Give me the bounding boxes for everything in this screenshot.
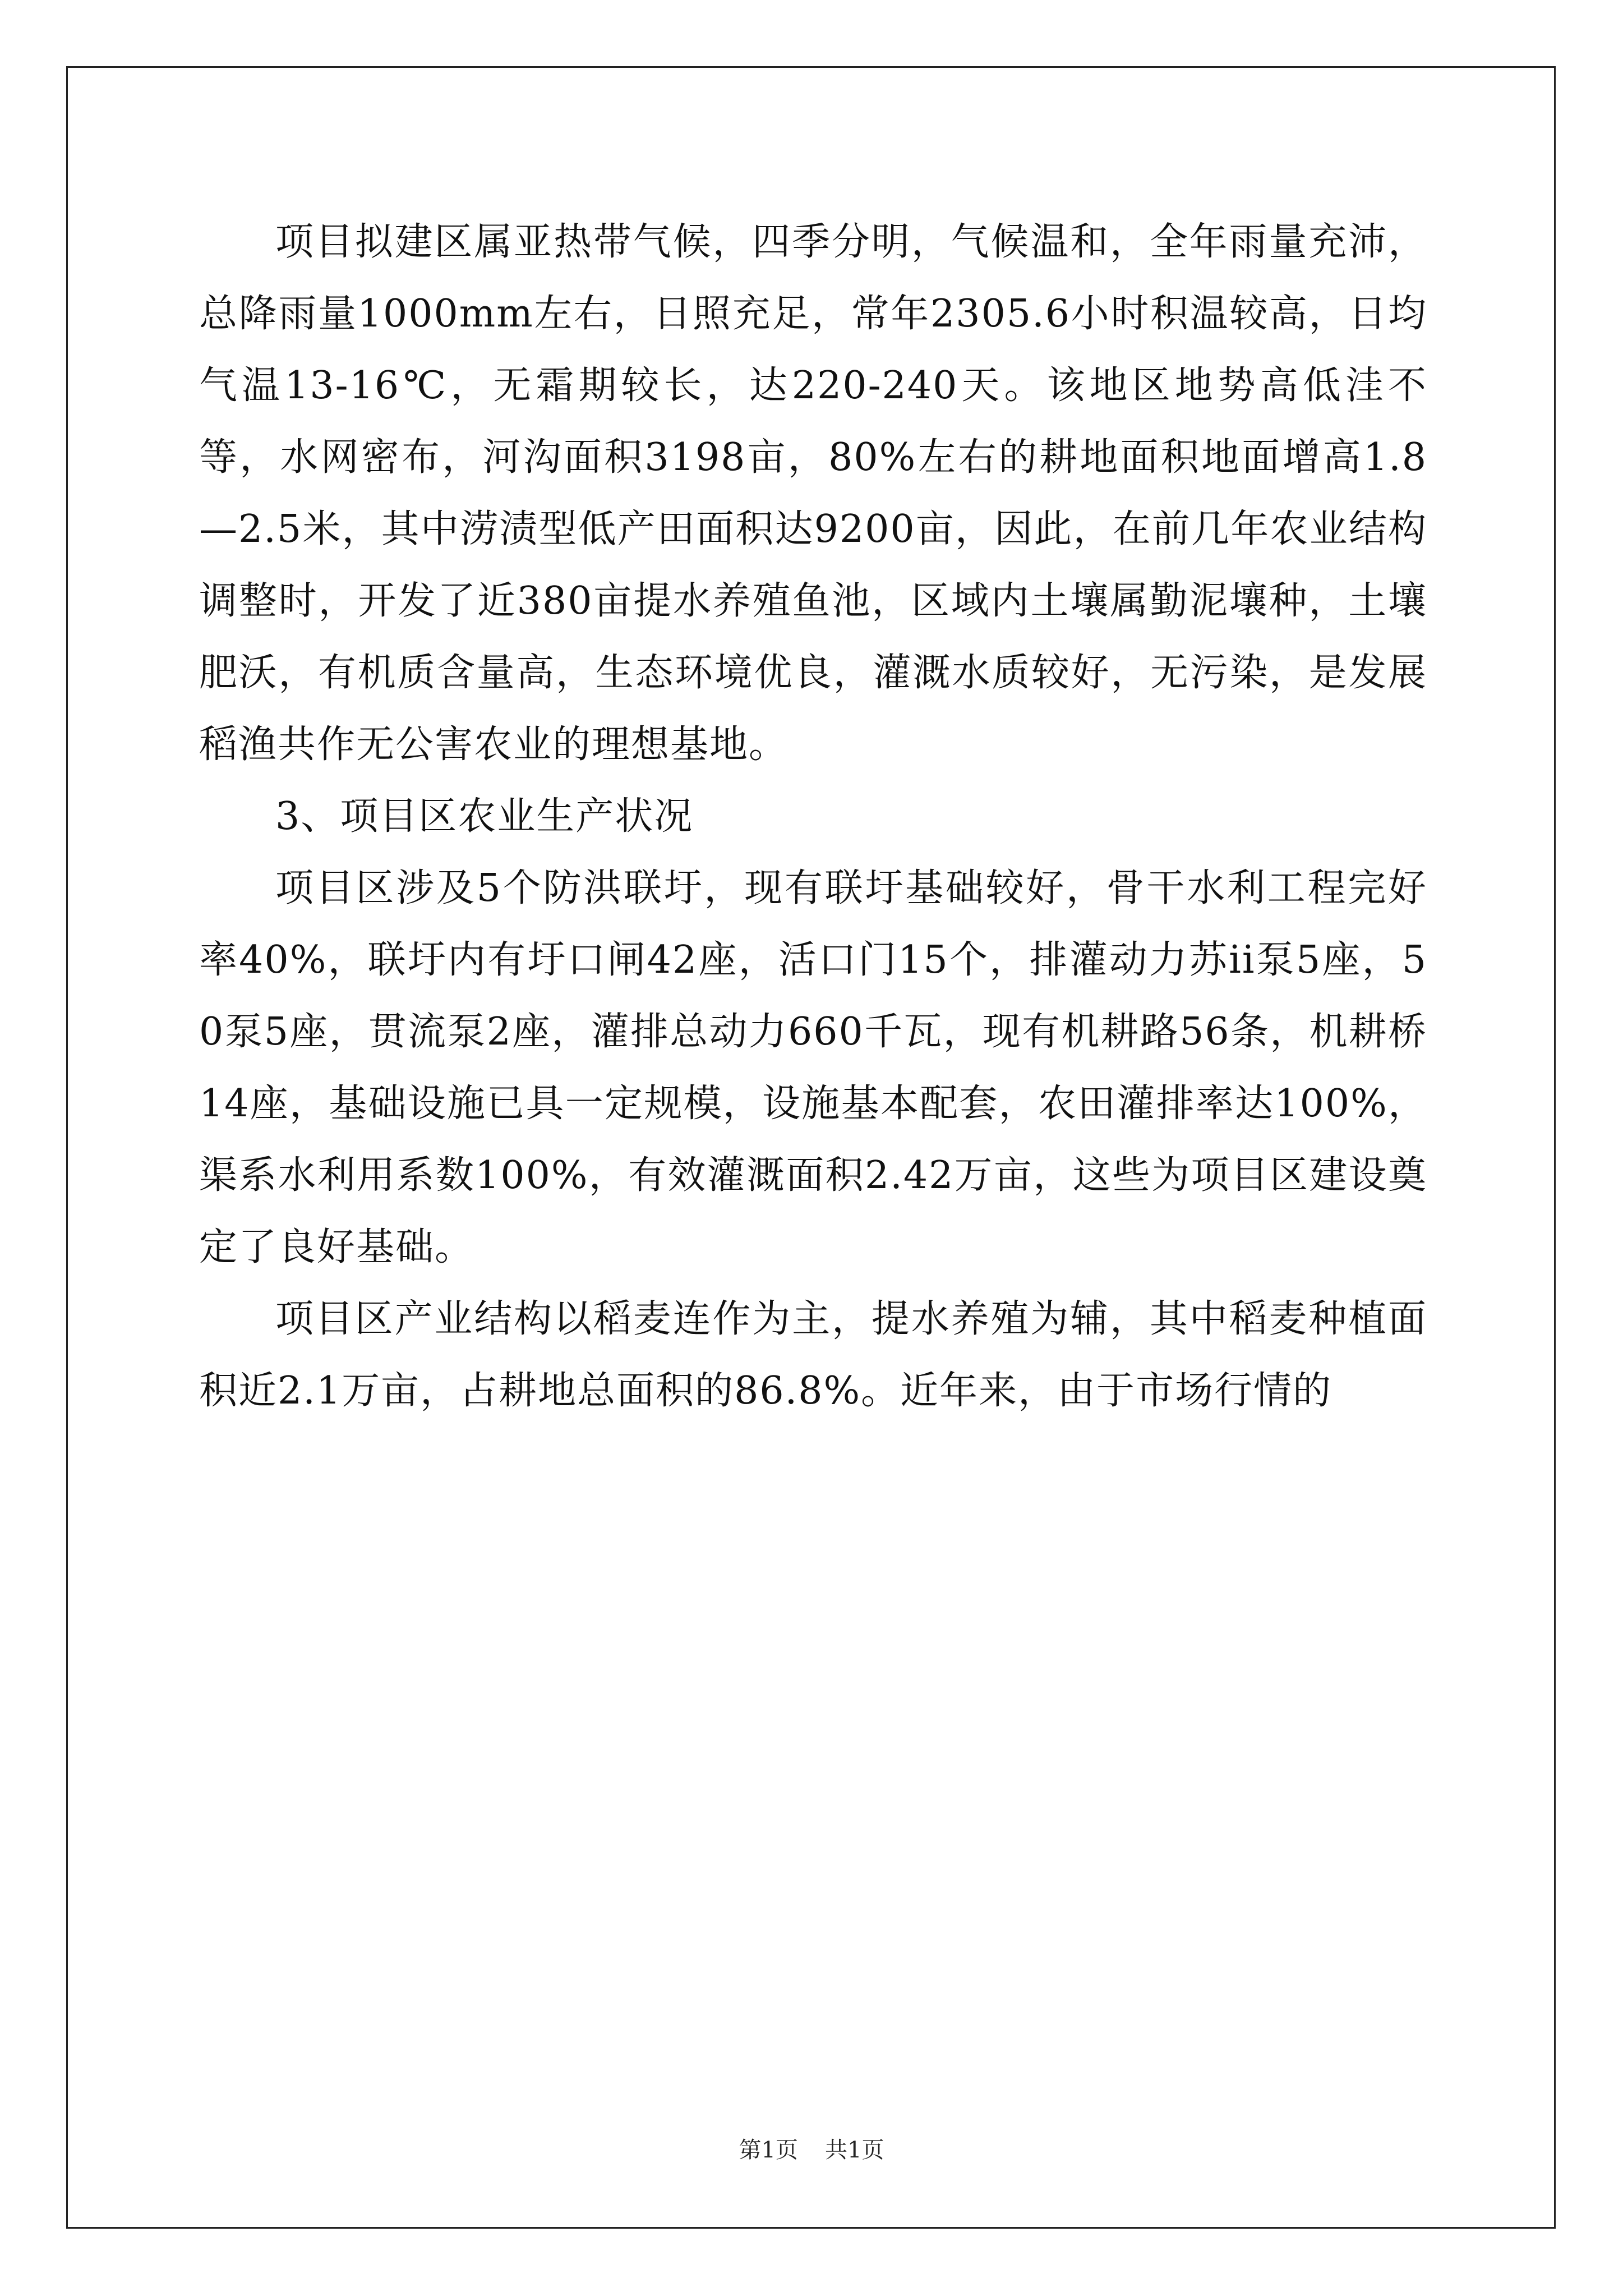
document-body <box>199 206 1427 1427</box>
paragraph-infrastructure: 项目区涉及5个防洪联圩，现有联圩基础较好，骨干水利工程完好率40%，联圩内有圩口闸42座，活口门15个，排灌动力苏ii泵5座，50泵5座，贯流泵2座，灌排总动力660千瓦，现有机耕路56条，机耕桥14座，基础设施已具一定规模，设施基本配套，农田灌排率达100%，渠系水利用系数100%，有效灌溉面积2.42万亩，这些为项目区建设奠定了良好基础。 <box>199 866 1427 1269</box>
page-footer <box>0 2136 1623 2164</box>
paragraph-industry-structure: 项目区产业结构以稻麦连作为主，提水养殖为辅，其中稻麦种植面积近2.1万亩，占耕地总面积的86.8%。近年来，由于市场行情的 <box>199 1297 1427 1413</box>
page-number: 第1页 <box>739 2137 798 2163</box>
page-total: 共1页 <box>825 2137 884 2163</box>
paragraph-climate: 项目拟建区属亚热带气候，四季分明，气候温和，全年雨量充沛，总降雨量1000mm左右，日照充足，常年2305.6小时积温较高，日均气温13-16℃，无霜期较长，达220-240天。该地区地势高低洼不等，水网密布，河沟面积3198亩，80%左右的耕地面积地面增高1.8—2.5米，其中涝渍型低产田面积达9200亩，因此，在前几年农业结构调整时，开发了近380亩提水养殖鱼池，区域内土壤属勤泥壤种，土壤肥沃，有机质含量高，生态环境优良，灌溉水质较好，无污染，是发展稻渔共作无公害农业的理想基地。 <box>199 220 1427 767</box>
section-heading: 3、项目区农业生产状况 <box>275 794 694 839</box>
